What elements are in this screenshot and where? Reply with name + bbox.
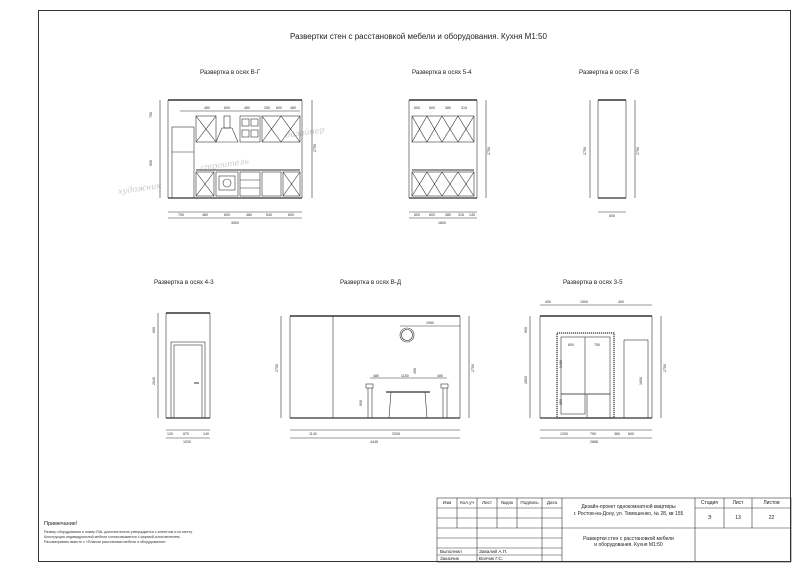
dim-54-bot-5: 145 [469,213,475,217]
elevation-g-v [590,100,635,212]
tb-project: Дизайн-проект однокомнатной квартиры [581,504,676,510]
dim-35-bot-4: 600 [628,432,634,436]
tb-person-2: Волчик Г.С. [479,556,504,561]
view-title-5-4: Развертка в осях 5-4 [412,69,472,76]
dim-vg-bot-5: 540 [266,213,272,217]
tb-sheets-label: Листов [763,500,780,506]
dim-vg-total: 3500 [231,221,239,225]
dim-vd-top-4: 480 [437,374,443,378]
dim-54-top-3: 380 [445,106,451,110]
view-title-3-5: Развертка в осях 3-5 [563,279,623,286]
dim-35-right: 2750 [663,364,667,372]
notes-line-2: Конструкция индивидуальной мебели согласовывается с фирмой-изготовителем. [44,535,181,539]
dim-vg-left-1: 750 [149,112,153,118]
dim-gv-total: 600 [609,214,615,218]
dim-vd-left: 2750 [275,364,279,372]
dim-35-inner-2: 750 [594,343,600,347]
dim-vg-bot-4: 480 [246,213,252,217]
dim-35-inner-1: 800 [568,343,574,347]
tb-header-izm: Изм [442,500,452,505]
dim-vg-top-4: 250 [264,106,270,110]
tb-role-2: Заказчик [440,556,459,561]
dim-54-top-4: 315 [461,106,467,110]
dim-43-left-2: 2040 [152,377,156,385]
tb-header-kol: Кол.уч [460,500,474,505]
notes-heading: Примечание! [44,521,78,527]
dim-vg-top-2: 600 [224,106,230,110]
dim-35-top-1: 400 [545,300,551,304]
dim-vd-bot-1: 1140 [309,432,317,436]
dim-54-top-1: 600 [414,106,420,110]
notes-line-1: Размер оборудования и номер RAL дополнительно утверждается с клиентом и по месту. [44,530,193,534]
dim-35-inner-5: 1600 [639,377,643,385]
elevation-3-5 [530,305,661,438]
watermark-2: строитель [199,156,250,173]
dim-vg-top-3: 480 [244,106,250,110]
dim-vg-bot-2: 480 [202,213,208,217]
dim-43-left-1: 660 [152,327,156,333]
dim-vd-bot-2: 3305 [392,432,400,436]
dim-35-top-3: 400 [618,300,624,304]
dim-54-bot-1: 600 [414,213,420,217]
tb-sheet-name-1: Развертки стен с расстановкой мебели [583,536,674,542]
dim-35-left-1: 900 [524,327,528,333]
dim-vd-top-1: 1950 [426,321,434,325]
notes-line-3: Рассматривать вместе с «Планом расстановки мебели и оборудования». [44,540,167,544]
dim-vd-top-3: 1150 [401,374,409,378]
dim-gv-right: 2750 [636,147,640,155]
dim-35-bot-1: 1200 [560,432,568,436]
dim-35-inner-4: 850 [559,399,563,405]
elevation-v-g [160,100,312,218]
sheet-title: Развертки стен с расстановкой мебели и оборудования. Кухня М1:50 [290,32,547,41]
dim-vg-left-2: 900 [149,160,153,166]
dim-35-total: 2888 [590,440,598,444]
dim-35-left-2: 2800 [524,376,528,384]
dim-vg-top-5: 600 [276,106,282,110]
dim-gv-left: 2750 [583,147,587,155]
dim-35-bot-2: 750 [590,432,596,436]
tb-header-list: Лист [482,500,492,505]
dim-vg-top-6: 480 [290,106,296,110]
dim-vd-right: 2750 [471,364,475,372]
dim-35-bot-3: 360 [614,432,620,436]
view-title-v-g: Развертка в осях В-Г [200,69,261,76]
dim-43-bot-2: 870 [183,432,189,436]
dim-35-top-2: 1500 [580,300,588,304]
elevation-5-4 [409,100,486,218]
view-title-g-v: Развертка в осях Г-В [579,69,640,76]
dim-43-bot-3: 140 [203,432,209,436]
dim-vg-bot-1: 750 [178,213,184,217]
tb-stage-label: Стадия [700,500,719,506]
tb-sheet: 13 [735,515,741,521]
dim-vd-mid-2: 450 [413,368,417,374]
dim-43-bot-1: 120 [167,432,173,436]
elevation-4-3 [158,313,210,438]
tb-header-sign: Подпись [520,500,539,505]
dim-35-inner-3: 1450 [559,360,563,368]
dim-vd-mid-1: 900 [359,400,363,406]
tb-address: г. Ростов-на-Дону, ул. Тимошенко, № 28, кв 155 [573,511,684,517]
watermark-1: художник [117,181,162,196]
dim-vg-bot-3: 600 [224,213,230,217]
dim-vd-top-2: 480 [373,374,379,378]
tb-stage: Э [707,515,712,521]
tb-sheet-name-2: и оборудования. Кухня М1:50 [594,542,663,548]
view-title-4-3: Развертка в осях 4-3 [154,279,214,286]
dim-54-bot-3: 380 [445,213,451,217]
dim-54-top-2: 600 [429,106,435,110]
tb-sheets: 22 [768,515,775,521]
tb-person-1: Завалий А.П. [479,549,508,554]
dim-43-total: 1030 [183,440,191,444]
tb-sheet-label: Лист [732,500,744,506]
dim-vd-total: 4445 [370,440,378,444]
watermark-3: дизайнер [284,125,326,140]
tb-header-ndoc: №док [500,500,514,505]
dim-vg-right: 2750 [313,144,317,152]
dim-54-right: 2750 [487,147,491,155]
tb-header-date: Дата [546,500,558,505]
dim-54-bot-2: 600 [429,213,435,217]
dim-54-total: 1800 [438,221,446,225]
dim-vg-top-1: 480 [204,106,210,110]
dim-54-bot-4: 315 [458,213,464,217]
dim-vg-bot-6: 600 [288,213,294,217]
tb-role-1: Выполнил [440,549,462,554]
view-title-v-d: Развертка в осях В-Д [340,279,402,286]
